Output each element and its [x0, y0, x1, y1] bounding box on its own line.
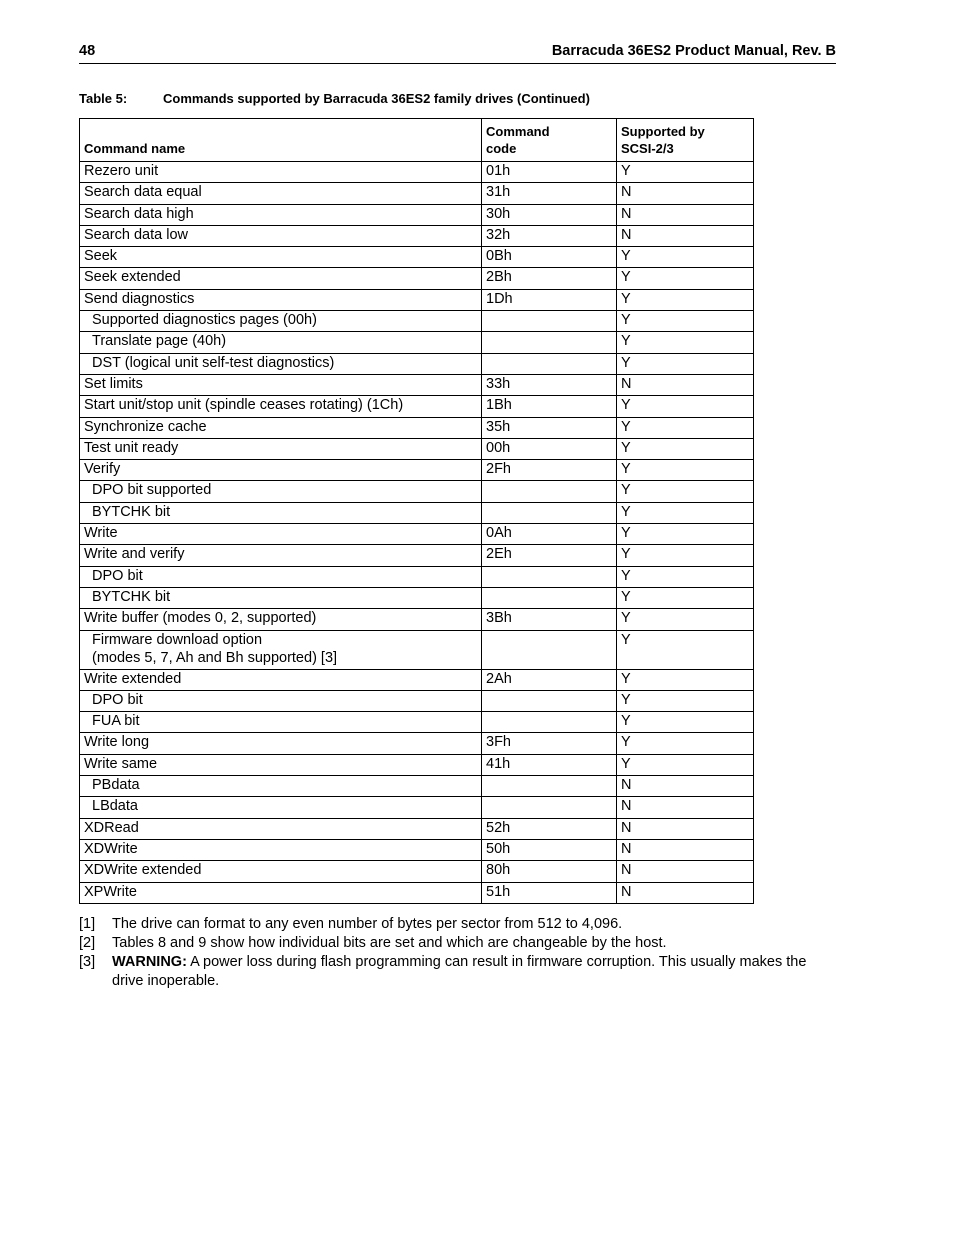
supported-cell: Y — [617, 311, 754, 332]
table-title: Commands supported by Barracuda 36ES2 family drives (Continued) — [163, 91, 590, 106]
supported-cell: Y — [617, 417, 754, 438]
command-name-cell: DPO bit — [80, 566, 482, 587]
command-name-cell: BYTCHK bit — [80, 502, 482, 523]
supported-cell: Y — [617, 268, 754, 289]
table-row — [80, 502, 754, 523]
command-name-cell: BYTCHK bit — [80, 587, 482, 608]
footnote-number: [1] — [79, 916, 96, 932]
supported-cell: Y — [617, 545, 754, 566]
supported-cell: Y — [617, 669, 754, 690]
table-row — [80, 524, 754, 545]
command-name-cell: Write buffer (modes 0, 2, supported) — [80, 609, 482, 630]
table-row — [80, 438, 754, 459]
command-name-cell: Send diagnostics — [80, 289, 482, 310]
command-name-cell: DST (logical unit self-test diagnostics) — [80, 353, 482, 374]
commands-table — [79, 118, 754, 904]
command-name-cell: Write long — [80, 733, 482, 754]
command-code-cell: 32h — [482, 225, 617, 246]
table-body — [80, 162, 754, 904]
page-header — [79, 42, 836, 60]
command-code-cell — [482, 712, 617, 733]
table-row — [80, 374, 754, 395]
table-row — [80, 797, 754, 818]
command-name-cell: Test unit ready — [80, 438, 482, 459]
table-row — [80, 818, 754, 839]
table-row — [80, 289, 754, 310]
command-code-cell: 1Dh — [482, 289, 617, 310]
command-name-cell: Search data equal — [80, 183, 482, 204]
table-row — [80, 566, 754, 587]
supported-cell: Y — [617, 630, 754, 669]
table-row — [80, 609, 754, 630]
command-code-cell — [482, 776, 617, 797]
supported-cell: N — [617, 204, 754, 225]
table-row — [80, 587, 754, 608]
command-code-cell: 52h — [482, 818, 617, 839]
supported-cell: Y — [617, 524, 754, 545]
supported-cell: Y — [617, 754, 754, 775]
table-row — [80, 882, 754, 903]
footnote-text: Tables 8 and 9 show how individual bits are set and which are changeable by the host. — [112, 935, 667, 951]
supported-cell: Y — [617, 289, 754, 310]
command-name-cell: LBdata — [80, 797, 482, 818]
table-row — [80, 481, 754, 502]
command-code-cell: 00h — [482, 438, 617, 459]
command-code-cell: 0Bh — [482, 247, 617, 268]
table-row — [80, 353, 754, 374]
command-code-cell — [482, 502, 617, 523]
table-row — [80, 460, 754, 481]
supported-cell: Y — [617, 481, 754, 502]
command-code-cell: 3Fh — [482, 733, 617, 754]
command-name-cell: Start unit/stop unit (spindle ceases rotating) (1Ch) — [80, 396, 482, 417]
command-code-cell — [482, 566, 617, 587]
page-number: 48 — [79, 43, 96, 59]
supported-cell: N — [617, 776, 754, 797]
supported-cell: Y — [617, 733, 754, 754]
table-row — [80, 396, 754, 417]
command-code-cell — [482, 481, 617, 502]
command-name-cell: XDWrite — [80, 839, 482, 860]
table-row — [80, 669, 754, 690]
command-name-cell: Firmware download option (modes 5, 7, Ah and Bh supported) [3] — [80, 630, 482, 669]
command-name-cell: Translate page (40h) — [80, 332, 482, 353]
supported-cell: Y — [617, 162, 754, 183]
table-row — [80, 183, 754, 204]
footnote-number: [3] — [79, 954, 96, 970]
supported-cell: N — [617, 882, 754, 903]
footnote — [79, 934, 839, 953]
supported-cell: N — [617, 839, 754, 860]
command-name-cell: Write and verify — [80, 545, 482, 566]
command-name-cell: Synchronize cache — [80, 417, 482, 438]
command-name-cell: XDWrite extended — [80, 861, 482, 882]
command-code-cell — [482, 630, 617, 669]
command-code-cell: 2Eh — [482, 545, 617, 566]
supported-cell: Y — [617, 712, 754, 733]
command-code-cell: 33h — [482, 374, 617, 395]
footnote — [79, 953, 839, 991]
command-code-cell: 01h — [482, 162, 617, 183]
table-row — [80, 776, 754, 797]
command-name-cell: DPO bit supported — [80, 481, 482, 502]
table-number: Table 5: — [79, 91, 128, 106]
table-row — [80, 162, 754, 183]
command-code-cell: 2Bh — [482, 268, 617, 289]
table-row — [80, 311, 754, 332]
command-name-cell: Supported diagnostics pages (00h) — [80, 311, 482, 332]
supported-cell: N — [617, 225, 754, 246]
command-code-cell: 51h — [482, 882, 617, 903]
supported-cell: Y — [617, 438, 754, 459]
header-divider — [79, 63, 836, 64]
supported-cell: N — [617, 797, 754, 818]
command-name-cell: Seek — [80, 247, 482, 268]
command-code-cell: 80h — [482, 861, 617, 882]
table-row — [80, 204, 754, 225]
supported-cell: Y — [617, 396, 754, 417]
command-name-cell: Write — [80, 524, 482, 545]
command-name-cell: FUA bit — [80, 712, 482, 733]
command-name-cell: Rezero unit — [80, 162, 482, 183]
supported-cell: Y — [617, 332, 754, 353]
document-title: Barracuda 36ES2 Product Manual, Rev. B — [551, 43, 836, 59]
table-row — [80, 268, 754, 289]
command-code-cell: 50h — [482, 839, 617, 860]
footnote — [79, 915, 839, 934]
command-name-cell: PBdata — [80, 776, 482, 797]
footnote-text: The drive can format to any even number of bytes per sector from 512 to 4,096. — [112, 916, 623, 932]
supported-cell: N — [617, 818, 754, 839]
supported-cell: Y — [617, 587, 754, 608]
command-name-cell: DPO bit — [80, 690, 482, 711]
command-name-cell: Set limits — [80, 374, 482, 395]
supported-cell: Y — [617, 609, 754, 630]
table-row — [80, 332, 754, 353]
command-code-cell: 41h — [482, 754, 617, 775]
command-name-cell: Search data high — [80, 204, 482, 225]
table-row — [80, 690, 754, 711]
command-code-cell: 35h — [482, 417, 617, 438]
table-row — [80, 630, 754, 669]
supported-cell: Y — [617, 353, 754, 374]
header-command-code: Command code — [482, 119, 617, 162]
command-name-cell: XPWrite — [80, 882, 482, 903]
supported-cell: Y — [617, 566, 754, 587]
table-row — [80, 712, 754, 733]
supported-cell: N — [617, 374, 754, 395]
table-row — [80, 754, 754, 775]
command-name-cell: Search data low — [80, 225, 482, 246]
table-row — [80, 417, 754, 438]
command-code-cell: 1Bh — [482, 396, 617, 417]
command-name-cell: Verify — [80, 460, 482, 481]
command-code-cell: 2Fh — [482, 460, 617, 481]
warning-label: WARNING: — [112, 954, 187, 970]
command-name-cell: XDRead — [80, 818, 482, 839]
supported-cell: Y — [617, 690, 754, 711]
command-code-cell — [482, 332, 617, 353]
supported-cell: N — [617, 183, 754, 204]
command-code-cell — [482, 353, 617, 374]
command-code-cell: 3Bh — [482, 609, 617, 630]
command-code-cell — [482, 797, 617, 818]
command-code-cell — [482, 311, 617, 332]
table-row — [80, 225, 754, 246]
footnote-number: [2] — [79, 935, 96, 951]
command-name-cell: Seek extended — [80, 268, 482, 289]
supported-cell: Y — [617, 460, 754, 481]
table-row — [80, 247, 754, 268]
command-code-cell — [482, 690, 617, 711]
table-row — [80, 839, 754, 860]
command-code-cell: 31h — [482, 183, 617, 204]
table-row — [80, 733, 754, 754]
header-command-name: Command name — [80, 119, 482, 162]
table-caption — [79, 91, 590, 107]
command-code-cell — [482, 587, 617, 608]
supported-cell: N — [617, 861, 754, 882]
supported-cell: Y — [617, 502, 754, 523]
header-supported: Supported by SCSI-2/3 — [617, 119, 754, 162]
table-row — [80, 545, 754, 566]
table-row — [80, 861, 754, 882]
command-name-cell: Write extended — [80, 669, 482, 690]
command-code-cell: 2Ah — [482, 669, 617, 690]
command-code-cell: 30h — [482, 204, 617, 225]
footnote-text: WARNING: A power loss during flash programming can result in firmware corruption. This usually makes the drive inoperable. — [112, 954, 807, 989]
footnotes — [79, 915, 839, 991]
command-code-cell: 0Ah — [482, 524, 617, 545]
supported-cell: Y — [617, 247, 754, 268]
command-name-cell: Write same — [80, 754, 482, 775]
table-header-row — [80, 119, 754, 162]
